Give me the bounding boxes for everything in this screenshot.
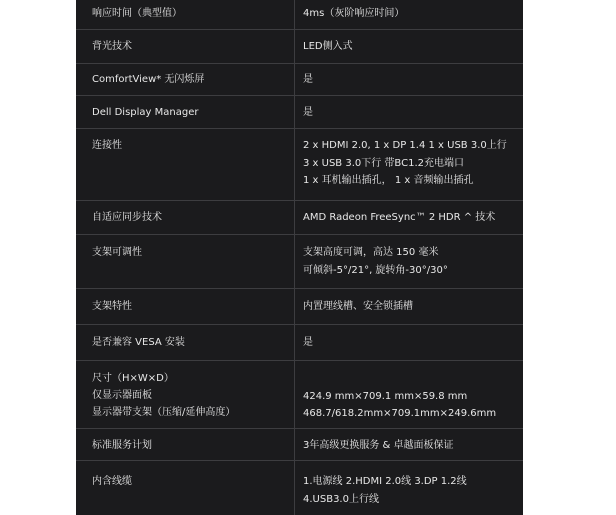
spec-value [303, 71, 313, 89]
spec-value [303, 38, 353, 56]
spec-value [303, 137, 507, 190]
spec-table [76, 0, 523, 515]
spec-label-line: 连接性 [92, 140, 122, 151]
column-divider [294, 0, 295, 29]
spec-label [92, 370, 235, 421]
spec-row-service-plan [76, 429, 523, 461]
spec-label-line: ComfortView* 无闪烁屏 [92, 74, 205, 85]
spec-label-line: 自适应同步技术 [92, 212, 162, 223]
spec-label-line: 背光技术 [92, 41, 132, 52]
spec-label [92, 38, 132, 55]
spec-label-line: Dell Display Manager [92, 107, 199, 118]
spec-row-display-manager [76, 96, 523, 129]
spec-label [92, 209, 162, 226]
spec-value [303, 473, 467, 508]
spec-label [92, 137, 122, 154]
spec-value [303, 104, 313, 122]
spec-value-line: 3 x USB 3.0下行 带BC1.2充电端口 [303, 157, 464, 169]
spec-value-line: 是 [303, 74, 313, 85]
spec-value [303, 437, 454, 455]
spec-value [303, 244, 448, 279]
spec-value-line: 424.9 mm×709.1 mm×59.8 mm [303, 390, 468, 402]
spec-row-dimensions [76, 361, 523, 429]
spec-row-cables [76, 461, 523, 515]
column-divider [294, 325, 295, 360]
spec-value-line: 是 [303, 337, 313, 348]
column-divider [294, 429, 295, 460]
spec-label [92, 473, 132, 490]
spec-label [92, 71, 204, 88]
spec-value-line: 是 [303, 107, 313, 118]
spec-label-line: 是否兼容 VESA 安装 [92, 337, 185, 348]
column-divider [294, 96, 295, 128]
column-divider [294, 361, 295, 428]
spec-value-line: 4.USB3.0上行线 [303, 493, 379, 505]
spec-value-line: 4ms（灰阶响应时间） [303, 8, 405, 19]
spec-value-line: LED侧入式 [303, 41, 353, 52]
spec-row-adaptive-sync [76, 201, 523, 235]
column-divider [294, 30, 295, 63]
spec-value-line: 支架高度可调，高达 150 毫米 [303, 247, 439, 258]
spec-label [92, 334, 185, 351]
spec-label-line: 标准服务计划 [92, 440, 152, 451]
spec-value [303, 298, 413, 316]
spec-label-line: 显示器带支架（压缩/延伸高度） [92, 407, 236, 418]
spec-label-line: 响应时间（典型值） [92, 8, 182, 19]
column-divider [294, 461, 295, 515]
spec-label [92, 298, 132, 315]
spec-value-line: 468.7/618.2mm×709.1mm×249.6mm [303, 408, 497, 419]
spec-value-line: 1.电源线 2.HDMI 2.0线 3.DP 1.2线 [303, 476, 467, 487]
column-divider [294, 201, 295, 234]
column-divider [294, 289, 295, 324]
spec-label [92, 437, 152, 454]
spec-label-line: 仅显示器面板 [92, 390, 152, 401]
column-divider [294, 64, 295, 95]
spec-label [92, 244, 142, 261]
spec-value [303, 370, 496, 423]
spec-row-comfortview [76, 64, 523, 96]
spec-label-line: 支架可调性 [92, 247, 142, 258]
spec-value-line [303, 370, 496, 388]
spec-row-vesa [76, 325, 523, 361]
spec-label-line: 尺寸（H×W×D） [92, 373, 174, 384]
spec-value [303, 209, 495, 227]
spec-value-line: AMD Radeon FreeSync™ 2 HDR ^ 技术 [303, 212, 496, 223]
spec-label [92, 5, 182, 22]
spec-value-line: 1 x 耳机输出插孔， 1 x 音频输出插孔 [303, 175, 474, 186]
spec-value-line: 2 x HDMI 2.0, 1 x DP 1.4 1 x USB 3.0上行 [303, 140, 507, 151]
spec-label-line: 支架特性 [92, 301, 132, 312]
spec-sheet [76, 0, 523, 515]
spec-value-line: 3年高级更换服务 & 卓越面板保证 [303, 440, 454, 451]
spec-row-connectivity [76, 129, 523, 201]
column-divider [294, 235, 295, 288]
column-divider [294, 129, 295, 200]
spec-label-line: 内含线缆 [92, 476, 132, 487]
spec-value-line: 内置理线槽、安全锁插槽 [303, 301, 413, 312]
spec-value [303, 334, 313, 352]
spec-row-stand-features [76, 289, 523, 325]
spec-label [92, 104, 198, 121]
spec-value-line: 可倾斜-5°/21°, 旋转角-30°/30° [303, 264, 448, 276]
spec-row-backlight [76, 30, 523, 64]
spec-row-response-time [76, 0, 523, 30]
spec-row-stand-adjustability [76, 235, 523, 289]
spec-value [303, 5, 404, 23]
